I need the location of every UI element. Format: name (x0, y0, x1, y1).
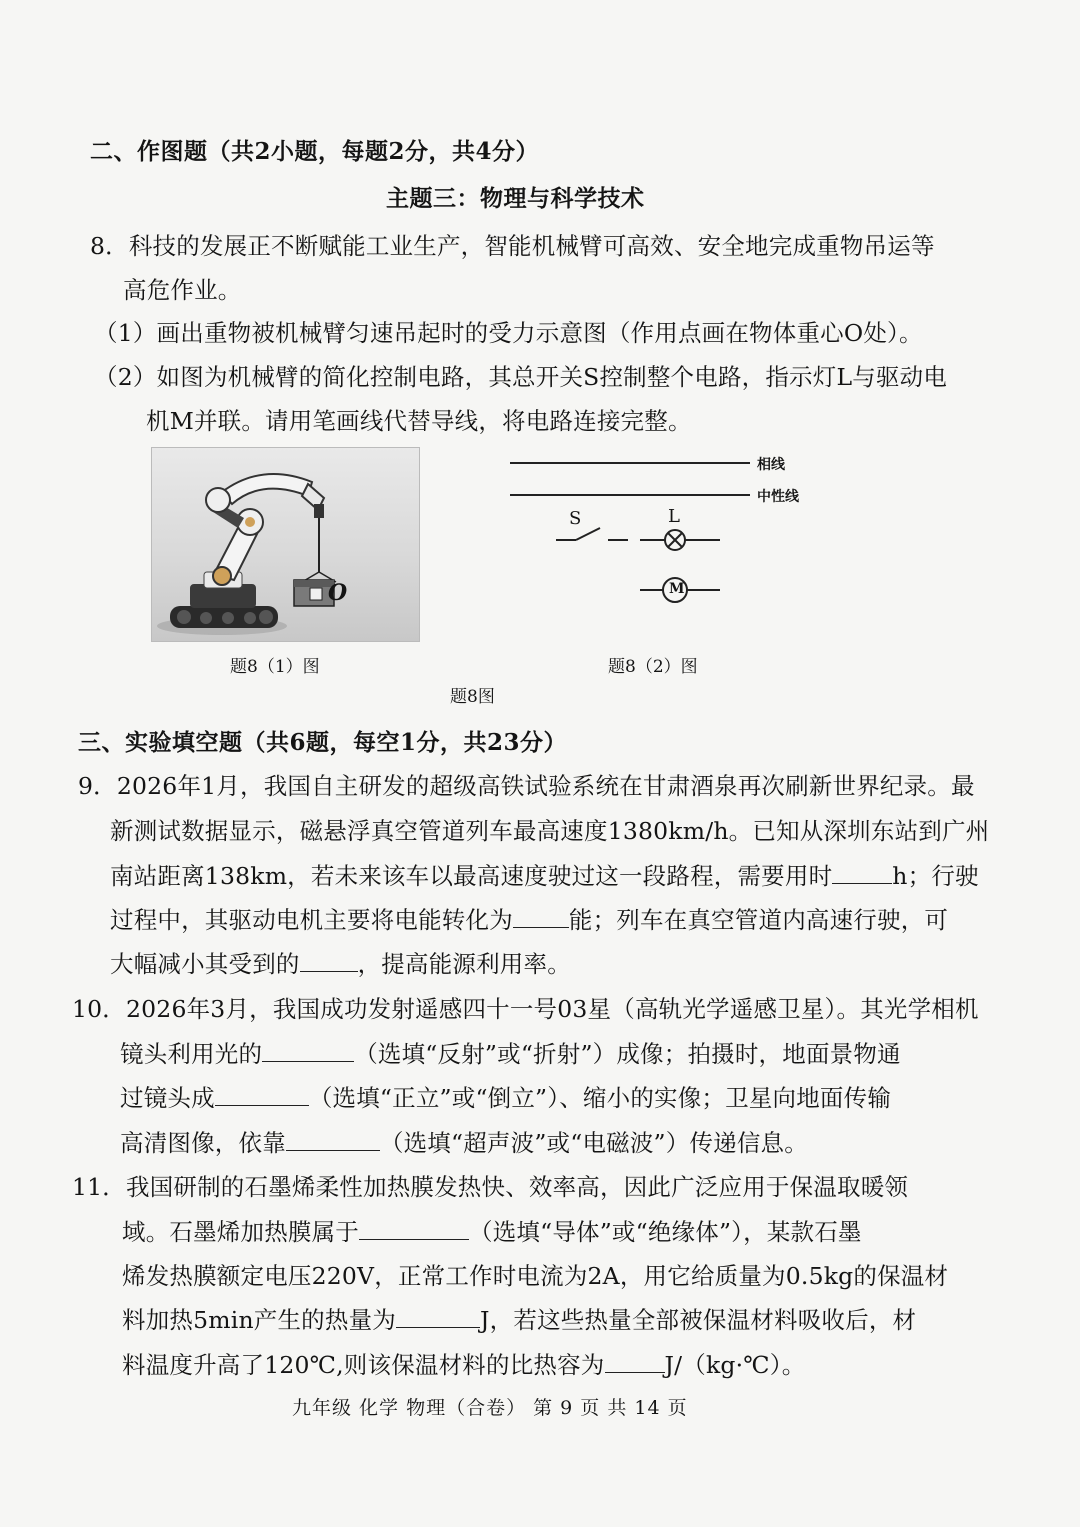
answer-blank[interactable] (513, 907, 569, 928)
neutral-wire-label: 中性线 (757, 489, 799, 505)
answer-blank[interactable] (286, 1130, 380, 1151)
q9-line-5: 大幅减小其受到的 ，提高能源利用率。 (110, 950, 571, 978)
q11-line-4: 料加热5min产生的热量为 J，若这些热量全部被保温材料吸收后，材 (122, 1306, 917, 1334)
lamp-label: L (668, 506, 680, 527)
center-of-gravity-label: O (328, 580, 348, 606)
q8-line-1: 8．科技的发展正不断赋能工业生产，智能机械臂可高效、安全地完成重物吊运等 (90, 232, 935, 260)
answer-blank[interactable] (262, 1041, 354, 1062)
q8-line-2: 高危作业。 (123, 276, 242, 304)
q11-line-3: 烯发热膜额定电压220V，正常工作时电流为2A，用它给质量为0.5kg的保温材 (122, 1262, 949, 1290)
answer-blank[interactable] (300, 951, 358, 972)
switch-symbol (556, 528, 628, 540)
q10-line-2: 镜头利用光的 （选填“反射”或“折射”）成像；拍摄时，地面景物通 (120, 1040, 901, 1068)
q8-part-2-line-1: （2）如图为机械臂的简化控制电路，其总开关S控制整个电路，指示灯L与驱动电 (94, 363, 948, 391)
q10-line-1: 10．2026年3月，我国成功发射遥感四十一号03星（高轨光学遥感卫星）。其光学相机 (72, 995, 979, 1023)
q10-line-3: 过镜头成 （选填“正立”或“倒立”）、缩小的实像；卫星向地面传输 (120, 1084, 892, 1112)
answer-blank[interactable] (605, 1352, 665, 1373)
q9-line-1: 9．2026年1月，我国自主研发的超级高铁试验系统在甘肃酒泉再次刷新世界纪录。最 (78, 772, 975, 800)
topic-title: 主题三：物理与科学技术 (386, 185, 645, 212)
q8-part-2-line-2: 机M并联。请用笔画线代替导线，将电路连接完整。 (146, 407, 692, 435)
answer-blank[interactable] (832, 863, 892, 884)
q11-line-1: 11．我国研制的石墨烯柔性加热膜发热快、效率高，因此广泛应用于保温取暖领 (72, 1173, 909, 1201)
section-3-heading: 三、实验填空题（共6题，每空1分，共23分） (78, 729, 568, 756)
q11-line-5: 料温度升高了120℃,则该保温材料的比热容为 J/（kg·℃）。 (122, 1351, 806, 1379)
switch-label: S (569, 508, 582, 529)
figure-8-caption: 题8图 (450, 687, 495, 707)
page-footer: 九年级 化学 物理（合卷） 第 9 页 共 14 页 (292, 1397, 688, 1419)
answer-blank[interactable] (359, 1219, 469, 1240)
q9-line-3: 南站距离138km，若未来该车以最高速度驶过这一段路程，需要用时 h；行驶 (110, 862, 979, 890)
section-heading: 二、作图题（共2小题，每题2分，共4分） (90, 138, 540, 165)
robotic-arm-drawing (152, 448, 419, 641)
q10-line-4: 高清图像，依靠 （选填“超声波”或“电磁波”）传递信息。 (120, 1129, 808, 1157)
lamp-symbol (640, 530, 720, 550)
robotic-arm-figure (151, 447, 420, 642)
q11-line-2: 域。石墨烯加热膜属于 （选填“导体”或“绝缘体”），某款石墨 (122, 1218, 862, 1246)
q9-line-4: 过程中，其驱动电机主要将电能转化为 能；列车在真空管道内高速行驶，可 (110, 906, 949, 934)
figure-8-2-caption: 题8（2）图 (608, 657, 698, 677)
answer-blank[interactable] (396, 1307, 480, 1328)
q9-line-2: 新测试数据显示，磁悬浮真空管道列车最高速度1380km/h。已知从深圳东站到广州 (110, 817, 990, 845)
answer-blank[interactable] (215, 1085, 309, 1106)
q8-part-1: （1）画出重物被机械臂匀速吊起时的受力示意图（作用点画在物体重心O处）。 (94, 319, 923, 347)
live-wire-label: 相线 (757, 457, 785, 473)
figure-8-1-caption: 题8（1）图 (230, 657, 320, 677)
motor-label: M (669, 581, 685, 597)
